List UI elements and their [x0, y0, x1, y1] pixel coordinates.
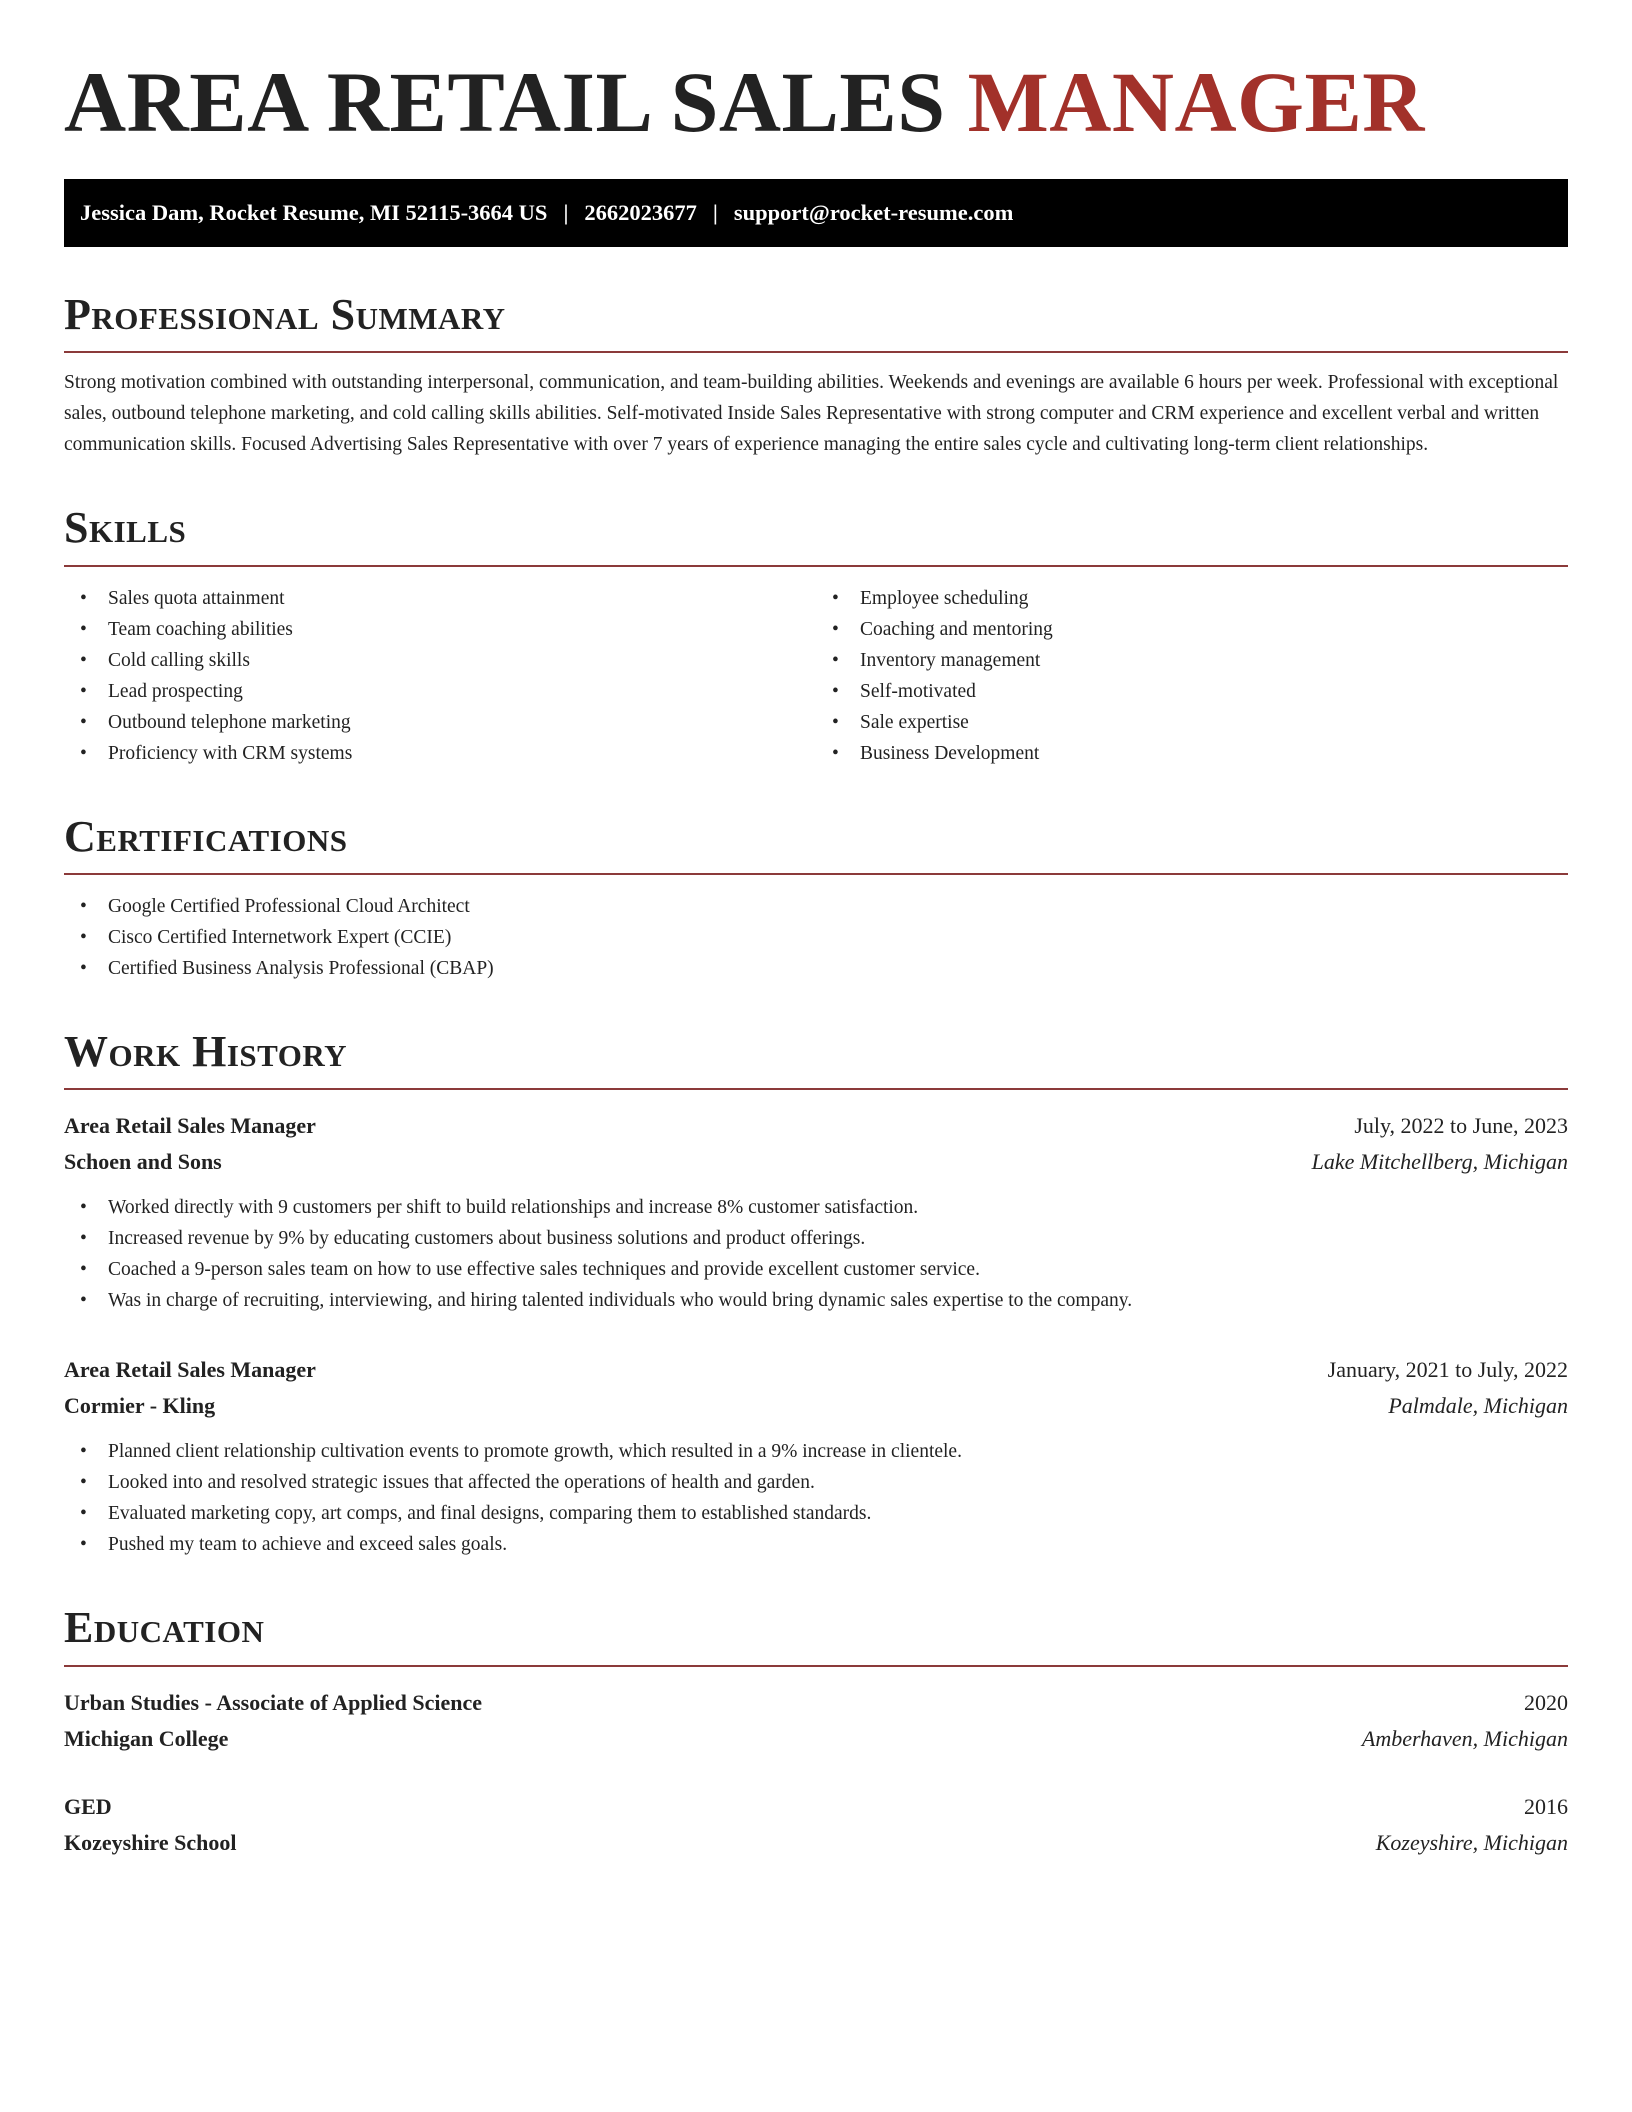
job-header-row [64, 1108, 1568, 1144]
work-history-section [64, 1028, 1568, 1560]
job-bullet-text: Evaluated marketing copy, art comps, and final designs, comparing them to established standards. [108, 1503, 872, 1525]
certifications-list [64, 891, 1568, 984]
education-year: 2016 [1524, 1793, 1568, 1819]
title-main: AREA RETAIL SALES [64, 54, 946, 150]
skill-label: Business Development [860, 742, 1040, 764]
education-school-row [64, 1721, 1568, 1757]
contact-email: support@rocket-resume.com [733, 199, 1014, 225]
education-year: 2020 [1524, 1689, 1568, 1715]
skill-item [816, 614, 1568, 645]
job-bullet [64, 1223, 1568, 1254]
skills-grid [64, 567, 1568, 769]
bullet-icon: • [832, 649, 839, 671]
skills-list-left [64, 583, 816, 769]
education-school-row [64, 1825, 1568, 1861]
resume-title [64, 56, 1568, 149]
job-title: Area Retail Sales Manager [64, 1357, 316, 1383]
job-bullet-text: Was in charge of recruiting, interviewing, and hiring talented individuals who would bring dynamic sales expertise to the company. [108, 1290, 1133, 1312]
bullet-icon: • [80, 742, 87, 764]
bullet-icon: • [832, 587, 839, 609]
job-header-row [64, 1352, 1568, 1388]
bullet-icon: • [80, 680, 87, 702]
job-bullets [64, 1436, 1568, 1560]
skill-item [816, 676, 1568, 707]
skill-item [64, 614, 816, 645]
section-divider [64, 1088, 1568, 1090]
bullet-icon: • [80, 1534, 87, 1556]
bullet-icon: • [80, 1228, 87, 1250]
section-divider [64, 351, 1568, 353]
job-entry [64, 1108, 1568, 1316]
job-bullet-text: Worked directly with 9 customers per shift to build relationships and increase 8% customer satisfaction. [108, 1197, 919, 1219]
summary-text: Strong motivation combined with outstanding interpersonal, communication, and team-building abilities. Weekends and evenings are available 6 hours per week. Professional with exceptional sales, outbound telephone marketing, and cold calling skills abilities. Self-motivated Inside Sales Representative with strong computer and CRM experience and excellent verbal and written communication skills. Focused Advertising Sales Representative with over 7 years of experience managing the entire sales cycle and cultivating long-term client relationships. [64, 372, 1559, 456]
skill-item [816, 645, 1568, 676]
skill-item [816, 583, 1568, 614]
bullet-icon: • [80, 958, 87, 980]
bullet-icon: • [80, 1472, 87, 1494]
job-bullet-text: Looked into and resolved strategic issues that affected the operations of health and garden. [108, 1472, 815, 1494]
bullet-icon: • [832, 680, 839, 702]
skill-label: Cold calling skills [108, 649, 250, 671]
skill-item [64, 738, 816, 769]
bullet-icon: • [80, 618, 87, 640]
skill-item [816, 707, 1568, 738]
bullet-icon: • [832, 618, 839, 640]
job-bullet [64, 1529, 1568, 1560]
certifications-heading: Certifications [64, 811, 348, 861]
contact-address: Jessica Dam, Rocket Resume, MI 52115-3664 US [80, 199, 548, 225]
education-degree-row [64, 1789, 1568, 1825]
skill-label: Proficiency with CRM systems [108, 742, 353, 764]
job-company-row [64, 1388, 1568, 1424]
skill-label: Coaching and mentoring [860, 618, 1053, 640]
job-dates: July, 2022 to June, 2023 [1354, 1113, 1568, 1139]
bullet-icon: • [80, 1290, 87, 1312]
job-location: Lake Mitchellberg, Michigan [1311, 1149, 1568, 1175]
job-title: Area Retail Sales Manager [64, 1113, 316, 1139]
job-company-row [64, 1144, 1568, 1180]
skill-label: Self-motivated [860, 680, 976, 702]
certification-label: Google Certified Professional Cloud Architect [108, 896, 470, 918]
education-degree: GED [64, 1793, 112, 1819]
skill-label: Sales quota attainment [108, 587, 285, 609]
bullet-icon: • [80, 1197, 87, 1219]
job-bullet [64, 1285, 1568, 1316]
education-section [64, 1604, 1568, 1860]
education-heading: Education [64, 1603, 265, 1653]
bullet-icon: • [80, 711, 87, 733]
education-degree: Urban Studies - Associate of Applied Science [64, 1689, 483, 1715]
education-entry [64, 1789, 1568, 1861]
job-location: Palmdale, Michigan [1388, 1393, 1568, 1419]
contact-bar [64, 179, 1568, 247]
section-divider [64, 1665, 1568, 1667]
certifications-section [64, 813, 1568, 984]
contact-separator: | [563, 199, 569, 225]
bullet-icon: • [80, 1259, 87, 1281]
bullet-icon: • [80, 587, 87, 609]
skill-item [64, 583, 816, 614]
job-bullet-text: Pushed my team to achieve and exceed sales goals. [108, 1534, 508, 1556]
contact-separator: | [712, 199, 718, 225]
certification-label: Cisco Certified Internetwork Expert (CCIE) [108, 927, 452, 949]
title-accent: MANAGER [967, 54, 1425, 150]
skills-section [64, 504, 1568, 768]
job-dates: January, 2021 to July, 2022 [1327, 1357, 1568, 1383]
job-bullet-text: Coached a 9-person sales team on how to use effective sales techniques and provide excellent customer service. [108, 1259, 980, 1281]
skill-label: Inventory management [860, 649, 1041, 671]
summary-heading: Professional Summary [64, 289, 506, 339]
job-bullet [64, 1192, 1568, 1223]
skill-item [64, 707, 816, 738]
job-company: Schoen and Sons [64, 1149, 222, 1175]
section-divider [64, 873, 1568, 875]
job-bullet [64, 1498, 1568, 1529]
certification-item [64, 891, 1568, 922]
bullet-icon: • [832, 711, 839, 733]
job-entry [64, 1352, 1568, 1560]
job-bullets [64, 1192, 1568, 1316]
bullet-icon: • [80, 1503, 87, 1525]
education-school: Michigan College [64, 1725, 229, 1751]
skill-label: Employee scheduling [860, 587, 1029, 609]
skill-item [64, 645, 816, 676]
education-location: Kozeyshire, Michigan [1375, 1829, 1568, 1855]
skill-label: Team coaching abilities [108, 618, 293, 640]
summary-section [64, 291, 1568, 460]
job-bullet [64, 1467, 1568, 1498]
bullet-icon: • [80, 927, 87, 949]
bullet-icon: • [80, 1441, 87, 1463]
education-school: Kozeyshire School [64, 1829, 237, 1855]
skill-label: Outbound telephone marketing [108, 711, 351, 733]
certification-item [64, 953, 1568, 984]
skill-label: Lead prospecting [108, 680, 243, 702]
skills-list-right [816, 583, 1568, 769]
certification-item [64, 922, 1568, 953]
certification-label: Certified Business Analysis Professional (CBAP) [108, 958, 494, 980]
bullet-icon: • [80, 896, 87, 918]
skill-item [64, 676, 816, 707]
job-company: Cormier - Kling [64, 1393, 216, 1419]
education-degree-row [64, 1685, 1568, 1721]
skills-heading: Skills [64, 503, 187, 553]
skill-item [816, 738, 1568, 769]
job-bullet-text: Planned client relationship cultivation events to promote growth, which resulted in a 9% increase in clientele. [108, 1441, 962, 1463]
contact-phone: 2662023677 [584, 199, 697, 225]
education-location: Amberhaven, Michigan [1361, 1725, 1568, 1751]
work-history-heading: Work History [64, 1027, 348, 1077]
job-bullet-text: Increased revenue by 9% by educating customers about business solutions and product offerings. [108, 1228, 866, 1250]
bullet-icon: • [832, 742, 839, 764]
job-bullet [64, 1436, 1568, 1467]
education-entry [64, 1685, 1568, 1757]
bullet-icon: • [80, 649, 87, 671]
skill-label: Sale expertise [860, 711, 969, 733]
job-bullet [64, 1254, 1568, 1285]
